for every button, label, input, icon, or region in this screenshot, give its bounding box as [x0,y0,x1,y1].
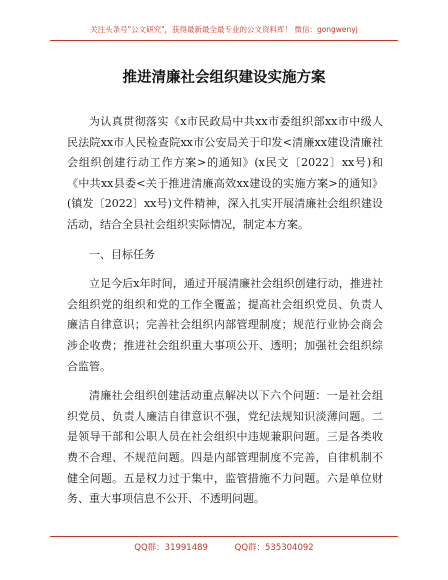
footer-divider [50,536,398,537]
footer [0,541,448,553]
problems-paragraph: 清廉社会组织创建活动重点解决以下六个问题：一是社会组织党员、负责人廉洁自律意识不强，党纪法规知识淡薄问题。二是领导干部和公职人员在社会组织中违规兼职问题。三是各类收费不合理、不规范问题。四是内部管理制度不完善，自律机制不健全问题。五是权力过于集中，监管措施不力问题。六是单位财务、重大事项信息不公开、不透明问题。 [67,389,383,506]
document-body [67,112,383,510]
goals-paragraph: 立足今后x年时间，通过开展清廉社会组织创建行动，推进社会组织党的组织和党的工作全覆盖；提高社会组织党员、负责人廉洁自律意识；完善社会组织内部管理制度；规范行业协会商会涉企收费；推进社会组织重大事项公开、透明；加强社会组织综合监管。 [67,277,383,373]
footer-qq-group-1: QQ群：31991489 [134,543,208,553]
header-divider [50,40,398,41]
header-banner: 关注头条号"公文研究"，获得最新最全最专业的公文资料库！ 微信：gongwenyj [90,25,358,34]
document-title: 推进清廉社会组织建设实施方案 [122,70,326,86]
footer-qq-group-2: QQ群：535304092 [234,543,314,553]
section-heading: 一、目标任务 [89,247,155,261]
intro-paragraph: 为认真贯彻落实《x市民政局中共xx市委组织部xx市中级人民法院xx市人民检查院xx市公安局关于印发<清廉xx建设清廉社会组织创建行动工作方案>的通知》(x民文〔2022〕xx号)和《中共xx县委<关于推进清廉高效xx建设的实施方案>的通知》(镇发〔2022〕xx号)文件精神，深入扎实开展清廉社会组织建设活动，结合全县社会组织实际情况，制定本方案。 [67,115,383,231]
